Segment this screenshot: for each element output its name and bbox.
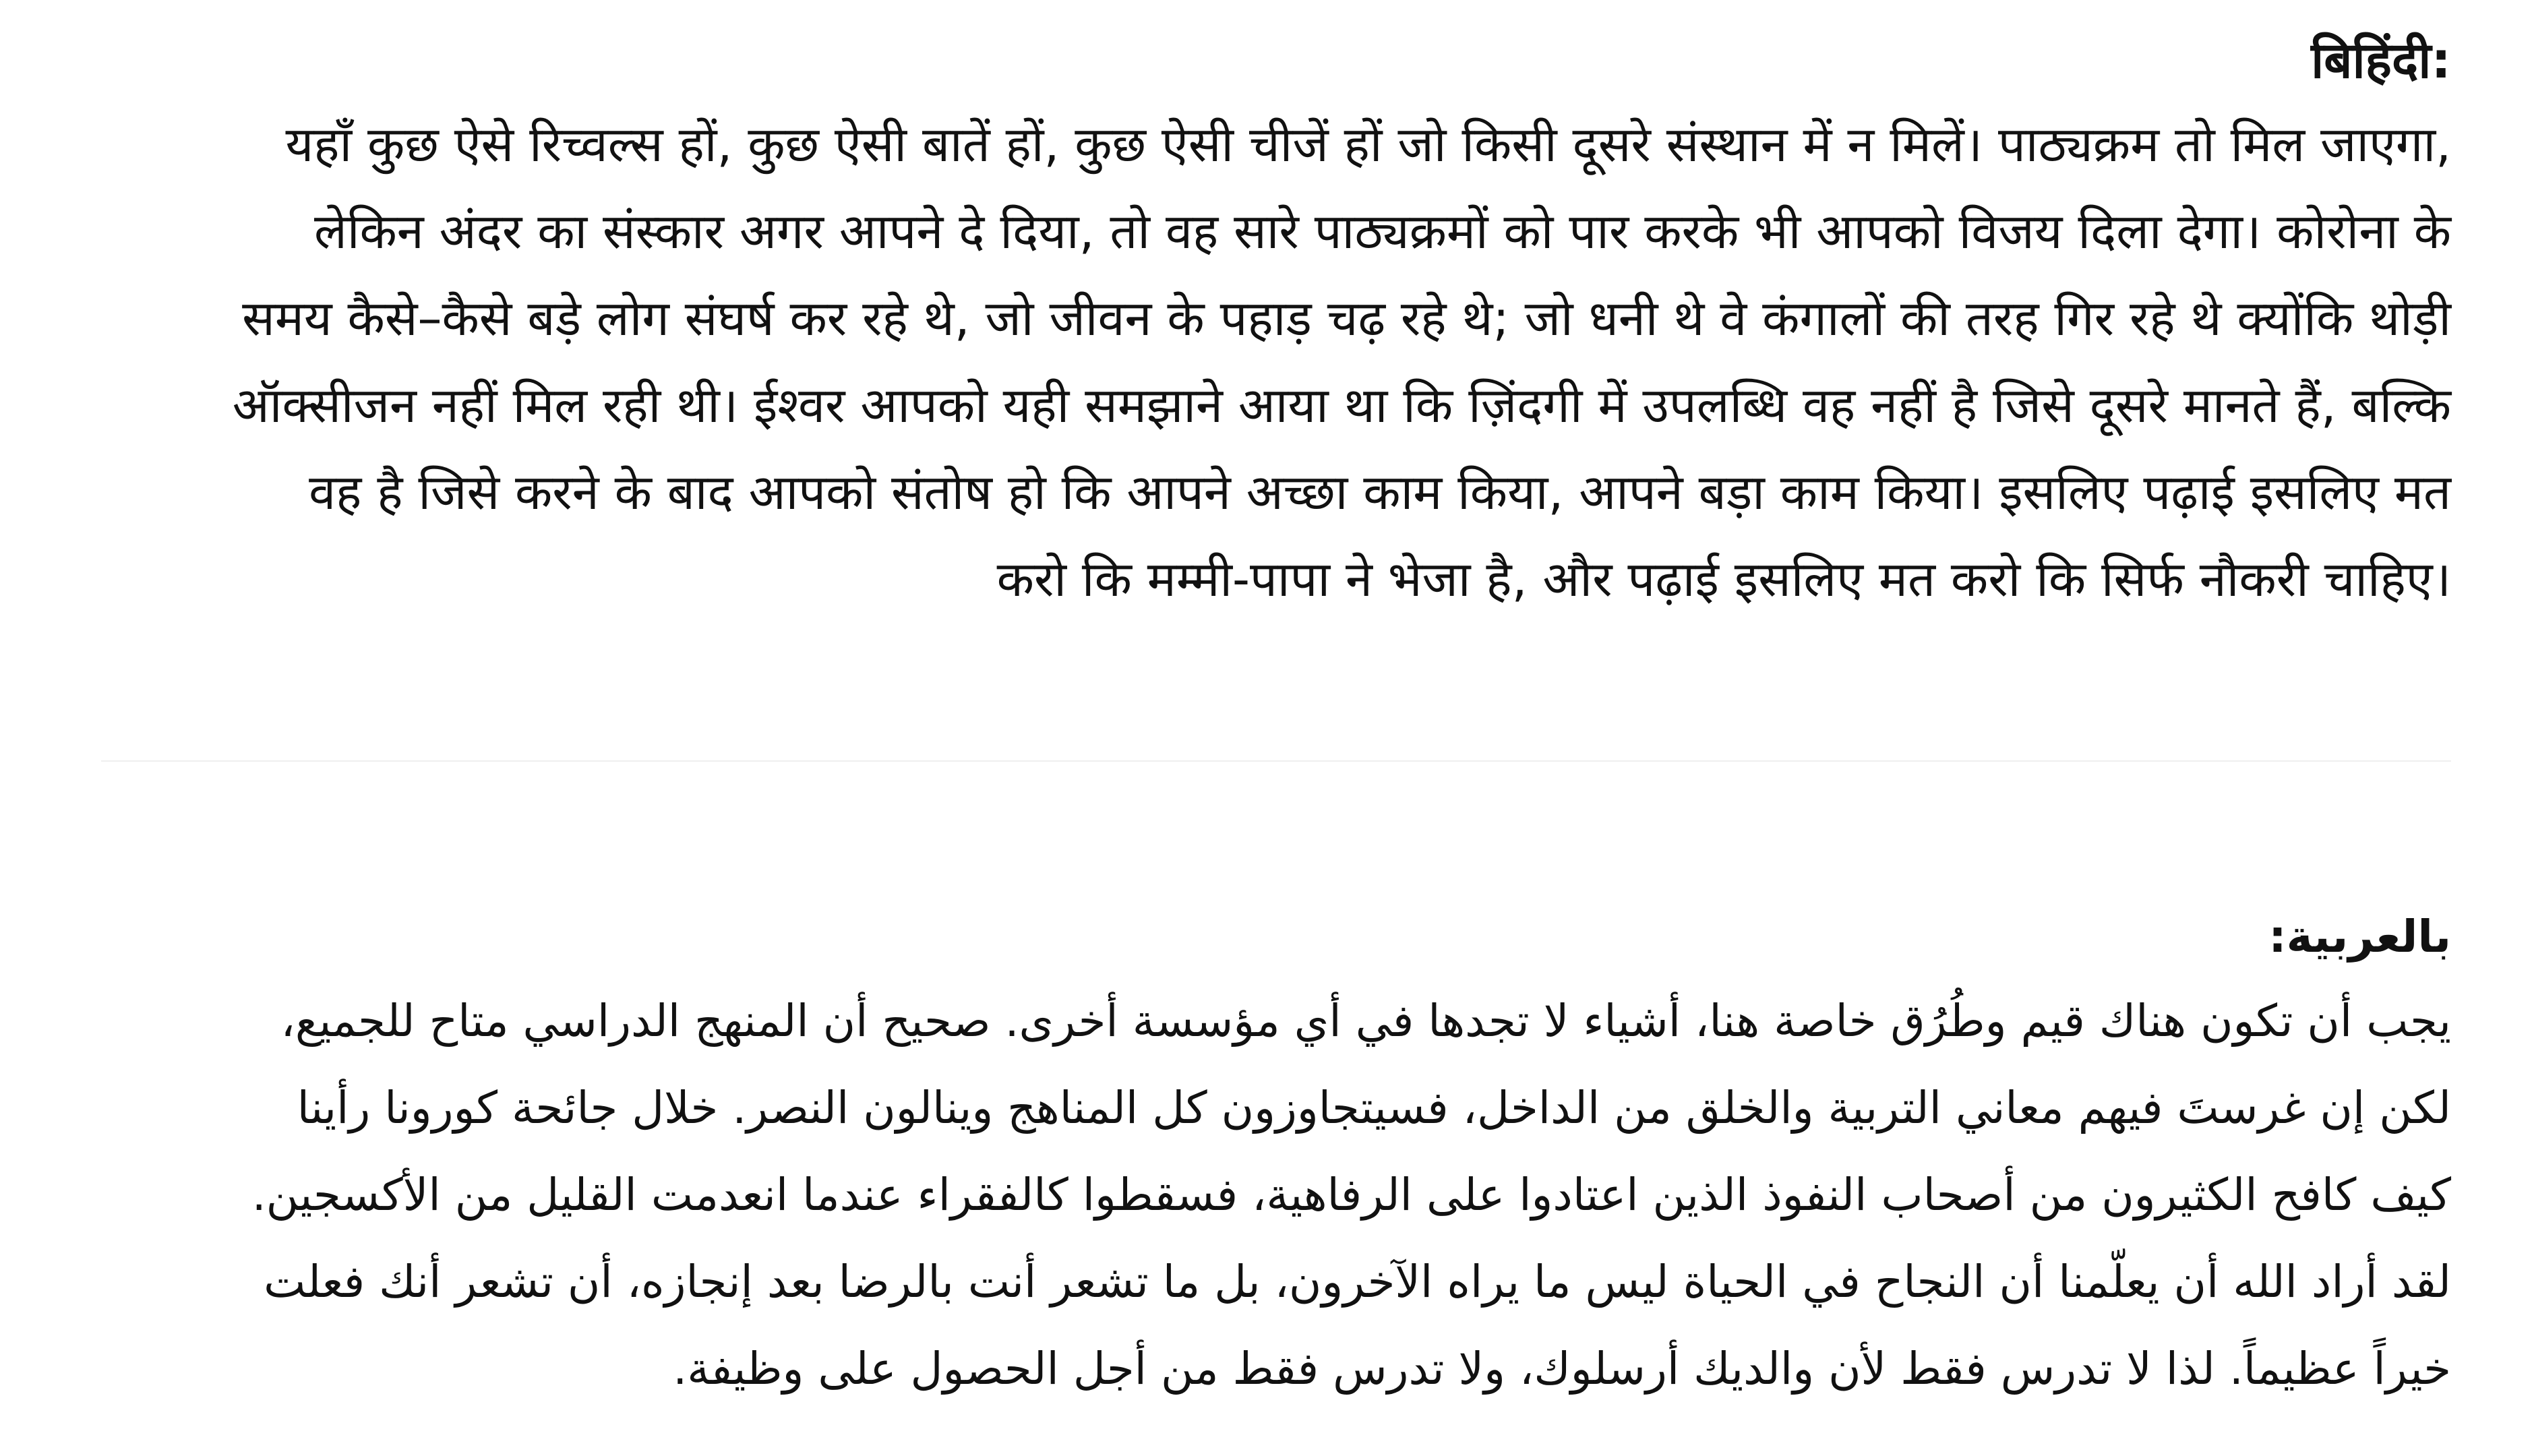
arabic-paragraph-line: يجب أن تكون هناك قيم وطُرُق خاصة هنا، أشياء لا تجدها في أي مؤسسة أخرى. صحيح أن المنهج الدراسي متاح للجميع، bbox=[280, 995, 2451, 1047]
arabic-paragraph-line: لقد أراد الله أن يعلّمنا أن النجاح في الحياة ليس ما يراه الآخرون، بل ما تشعر أنت بالرضا بعد إنجازه، أن تشعر أنك فعلت bbox=[264, 1256, 2451, 1308]
arabic-paragraph-line: كيف كافح الكثيرون من أصحاب النفوذ الذين اعتادوا على الرفاهية، فسقطوا كالفقراء عندما انعدمت القليل من الأكسجين. bbox=[251, 1169, 2451, 1221]
hindi-line-text: लेकिन अंदर का संस्कार अगर आपने दे दिया, तो वह सारे पाठ्यक्रमों को पार करके भी आपको विजय दिला देगा। कोरोना के bbox=[314, 203, 2451, 260]
hindi-line-text: करो कि मम्मी-पापा ने भेजा है, और पढ़ाई इसलिए मत करो कि सिर्फ नौकरी चाहिए। bbox=[996, 551, 2451, 607]
arabic-paragraph-line: لكن إن غرستَ فيهم معاني التربية والخلق من الداخل، فسيتجاوزون كل المناهج وينالون النصر. خلال جائحة كورونا رأينا bbox=[297, 1082, 2451, 1134]
hindi-paragraph-line bbox=[101, 362, 2451, 449]
arabic-section bbox=[101, 897, 2451, 1412]
hindi-line-text: यहाँ कुछ ऐसे रिच्वल्स हों, कुछ ऐसी बातें हों, कुछ ऐसी चीजें हों जो किसी दूसरे संस्थान में न मिलें। पाठ्यक्रम तो मिल जाएगा, bbox=[285, 116, 2451, 173]
hindi-paragraph-line bbox=[101, 188, 2451, 275]
arabic-heading: بالعربية: bbox=[2268, 911, 2451, 963]
section-divider bbox=[101, 760, 2451, 762]
hindi-line-text: वह है जिसे करने के बाद आपको संतोष हो कि आपने अच्छा काम किया, आपने बड़ा काम किया। इसलिए पढ़ाई इसलिए मत bbox=[309, 464, 2451, 520]
hindi-heading: :बिहिंदी bbox=[2311, 32, 2451, 90]
hindi-section bbox=[101, 20, 2451, 623]
hindi-line-text: समय कैसे–कैसे बड़े लोग संघर्ष कर रहे थे, जो जीवन के पहाड़ चढ़ रहे थे; जो धनी थे वे कंगालों की तरह गिर रहे थे क्योंकि थोड़ी bbox=[242, 290, 2451, 346]
hindi-paragraph-line bbox=[101, 101, 2451, 188]
hindi-paragraph-line bbox=[101, 536, 2451, 623]
hindi-line-text: ऑक्सीजन नहीं मिल रही थी। ईश्वर आपको यही समझाने आया था कि ज़िंदगी में उपलब्धि वह नहीं है जिसे दूसरे मानते हैं, बल्कि bbox=[232, 377, 2451, 433]
arabic-paragraph-line: خيراً عظيماً. لذا لا تدرس فقط لأن والديك أرسلوك، ولا تدرس فقط من أجل الحصول على وظيفة. bbox=[673, 1343, 2451, 1395]
hindi-paragraph-line bbox=[101, 449, 2451, 536]
hindi-paragraph-line bbox=[101, 275, 2451, 362]
